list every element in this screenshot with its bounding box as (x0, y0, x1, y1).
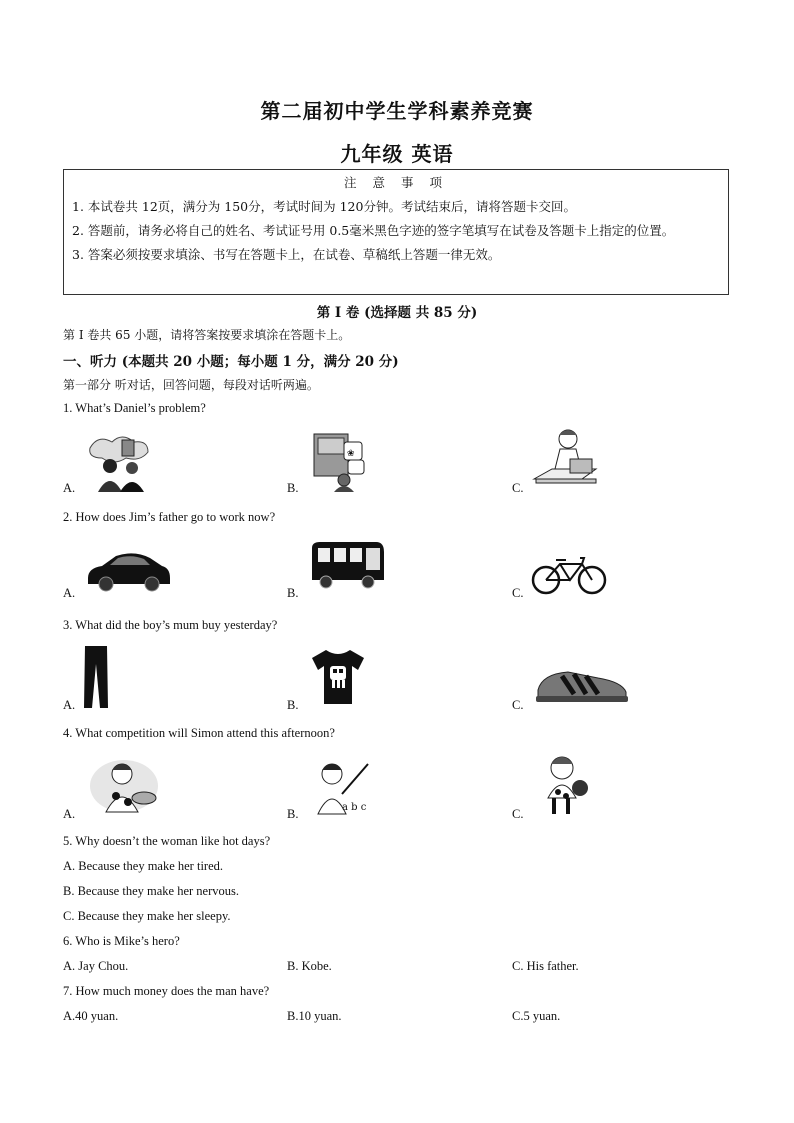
option-label: B. (287, 807, 299, 821)
question-6: 6. Who is Mike’s hero? (63, 934, 180, 948)
option-b: B.10 yuan. (287, 1009, 342, 1023)
cooking-image (88, 752, 160, 816)
option-a: A. Because they make her tired. (63, 859, 224, 873)
option-c: C. His father. (512, 959, 579, 973)
option-c: C. Because they make her sleepy. (63, 909, 231, 923)
friends-arguing-image (80, 430, 160, 492)
question-1: 1. What’s Daniel’s problem? (63, 401, 206, 415)
car-image (84, 548, 172, 592)
part-heading: 第 I 卷 (选择题 共 85 分) (316, 305, 478, 321)
option-b: B. Because they make her nervous. (63, 884, 239, 898)
bicycle-image (530, 552, 610, 596)
option-label: C. (512, 586, 524, 600)
option-label: A. (63, 481, 76, 495)
option-label: C. (512, 698, 524, 712)
svg-text:❀: ❀ (347, 449, 355, 459)
question-2: 2. How does Jim’s father go to work now? (63, 510, 276, 524)
tshirt-image (310, 648, 366, 706)
option-label: C. (512, 481, 524, 495)
exam-title: 第二届初中学生学科素养竞赛 (260, 99, 534, 123)
sneaker-image (534, 666, 630, 706)
exam-subtitle: 九年级 英语 (340, 142, 454, 166)
option-a: A.40 yuan. (63, 1009, 119, 1023)
question-5: 5. Why doesn’t the woman like hot days? (63, 834, 271, 848)
bus-image (308, 540, 388, 590)
section-instruction: 第一部分 听对话，回答问题，每段对话听两遍。 (63, 378, 319, 392)
option-label: B. (287, 481, 299, 495)
option-label: A. (63, 586, 76, 600)
part-intro: 第 I 卷共 65 小题，请将答案按要求填涂在答题卡上。 (63, 328, 351, 342)
notice-item: 1. 本试卷共 12页，满分为 150分，考试时间为 120分钟。考试结束后，请将答题卡交回。 (72, 199, 576, 214)
option-label: A. (63, 698, 76, 712)
option-label: C. (512, 807, 524, 821)
notice-item: 3. 答案必须按要求填涂、书写在答题卡上，在试卷、草稿纸上答题一律无效。 (72, 247, 501, 262)
option-label: B. (287, 698, 299, 712)
trousers-image (82, 644, 110, 710)
shopping-bags-image (310, 430, 370, 492)
svg-text:a b c: a b c (342, 802, 367, 813)
teacher-board-image (312, 758, 380, 816)
question-7: 7. How much money does the man have? (63, 984, 270, 998)
man-at-computer-image (530, 425, 602, 495)
notice-heading: 注 意 事 项 (344, 175, 448, 190)
section-heading: 一、听力 (本题共 20 小题；每小题 1 分，满分 20 分) (63, 354, 399, 370)
option-c: C.5 yuan. (512, 1009, 561, 1023)
notice-item: 2. 答题前，请务必将自己的姓名、考试证号用 0.5毫米黑色字迹的签字笔填写在试卷及答题卡上指定的位置。 (72, 223, 675, 238)
notice-box (63, 169, 729, 295)
option-label: A. (63, 807, 76, 821)
question-4: 4. What competition will Simon attend this afternoon? (63, 726, 335, 740)
question-3: 3. What did the boy’s mum buy yesterday? (63, 618, 278, 632)
option-label: B. (287, 586, 299, 600)
option-a: A. Jay Chou. (63, 959, 129, 973)
option-b: B. Kobe. (287, 959, 332, 973)
boy-ball-image (536, 752, 592, 816)
